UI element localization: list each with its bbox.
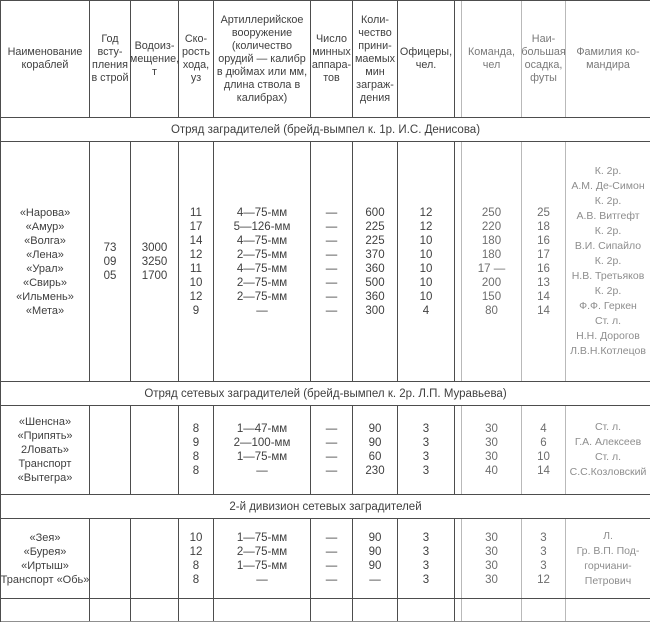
cell-displacement	[131, 406, 179, 494]
cell-line: 12	[419, 220, 433, 233]
cell-apparatus	[311, 142, 353, 381]
cell-draft	[522, 142, 566, 381]
cell-line: 16	[537, 234, 550, 247]
cell-line: 2—75-мм	[236, 276, 288, 289]
cell-line: Г.А. Алексеев	[574, 436, 642, 448]
header-cell-year	[90, 1, 131, 117]
header-label-line: уз	[190, 72, 202, 84]
empty-cell-speed	[179, 599, 214, 621]
header-cell-commander	[566, 1, 650, 117]
cell-line: 4	[540, 423, 547, 435]
empty-cell-commander	[566, 599, 650, 621]
cell-line: К. 2р.	[594, 195, 622, 207]
cell-line: 30	[485, 559, 498, 572]
cell-line: —	[256, 465, 268, 477]
cell-line: 370	[365, 248, 385, 261]
cell-line: «Припять»	[17, 430, 73, 442]
cell-line: 300	[365, 304, 385, 317]
cell-line: «Мета»	[25, 304, 65, 317]
cell-line: 3	[422, 451, 430, 463]
cell-line: 11	[190, 206, 202, 219]
section-block	[1, 406, 650, 495]
cell-line: —	[325, 304, 338, 317]
cell-line: К. 2р.	[594, 165, 622, 177]
header-cell-apparatus	[311, 1, 353, 117]
empty-cell-artillery	[214, 599, 311, 621]
cell-line: 9	[192, 437, 200, 449]
cell-line: 5—126-мм	[233, 220, 291, 233]
section-block	[1, 519, 650, 599]
cell-line: «Бурея»	[23, 545, 67, 558]
cell-displacement	[131, 142, 179, 381]
cell-line: 17	[189, 220, 203, 233]
cell-commander	[566, 406, 650, 494]
cell-line: 18	[537, 220, 550, 233]
cell-line: 6	[540, 437, 547, 449]
cell-line: —	[325, 290, 338, 303]
cell-line: 360	[365, 262, 385, 275]
cell-line: 8	[192, 465, 200, 477]
cell-line: 4	[422, 304, 430, 317]
cell-line: 30	[485, 451, 498, 463]
cell-year	[90, 519, 131, 598]
header-label-line: Артиллерийское	[220, 13, 304, 26]
cell-line: «Зея»	[29, 531, 61, 544]
cell-apparatus	[311, 519, 353, 598]
cell-line: 05	[103, 269, 117, 282]
header-cell-mines	[353, 1, 398, 117]
cell-line: 3	[422, 423, 430, 435]
cell-line: —	[256, 573, 268, 586]
cell-line: Ст. л.	[594, 315, 622, 327]
header-label-line: длина ствола в	[223, 78, 301, 91]
header-label-line: Коли-	[361, 13, 389, 26]
cell-line: 3	[540, 545, 547, 558]
cell-line: 90	[368, 423, 382, 435]
cell-artillery	[214, 142, 311, 381]
cell-line: 1—75-мм	[236, 451, 288, 463]
cell-line: 90	[368, 437, 382, 449]
header-label-line: футы	[530, 72, 557, 84]
cell-line: К. 2р.	[594, 285, 622, 297]
cell-line: —	[325, 423, 338, 435]
header-label-line: калибрах)	[236, 91, 288, 104]
cell-line: —	[325, 276, 338, 289]
cell-apparatus	[311, 406, 353, 494]
cell-line: 17 —	[477, 262, 506, 275]
cell-line: 14	[189, 234, 203, 247]
cell-line: А.М. Де-Симон	[571, 180, 645, 192]
header-label-line: чел.	[415, 59, 437, 71]
header-label-line: Ско-	[184, 33, 208, 45]
cell-line: 30	[485, 545, 498, 558]
cell-line: —	[325, 206, 338, 219]
header-label-line: т	[152, 65, 157, 78]
cell-commander	[566, 519, 650, 598]
cell-line: «Волга»	[24, 234, 66, 247]
cell-line: 80	[485, 304, 498, 317]
cell-line: 90	[368, 531, 382, 544]
cell-line: Л.В.Н.Котлецов	[570, 345, 646, 357]
header-label-line: мандира	[586, 59, 630, 71]
cell-line: 3	[422, 559, 430, 572]
cell-line: 360	[365, 290, 385, 303]
empty-cell-year	[90, 599, 131, 621]
cell-line: 1—75-мм	[236, 559, 288, 572]
cell-line: Ф.Ф. Геркен	[579, 300, 637, 312]
cell-crew	[461, 142, 522, 381]
cell-line: 40	[485, 465, 498, 477]
cell-line: 600	[365, 206, 385, 219]
cell-line: «Вытегра»	[17, 472, 73, 484]
cell-line: 10	[419, 234, 433, 247]
cell-line: 12	[419, 206, 433, 219]
header-cell-draft	[522, 1, 566, 117]
cell-line: 10	[189, 531, 203, 544]
cell-line: —	[325, 545, 338, 558]
cell-names	[1, 142, 90, 381]
header-label-line: аппара-	[311, 59, 352, 71]
cell-line: «Лена»	[26, 248, 64, 261]
cell-speed	[179, 406, 214, 494]
cell-names	[1, 406, 90, 494]
cell-crew	[461, 406, 522, 494]
header-label-line: осадка,	[524, 59, 563, 71]
header-cell-crew	[461, 1, 522, 117]
empty-cell-displacement	[131, 599, 179, 621]
header-label-line: маемых	[354, 52, 395, 65]
cell-line: 1—47-мм	[236, 423, 288, 435]
header-label-line: Число	[315, 33, 348, 45]
header-label-line: всту-	[97, 46, 123, 58]
cell-line: 2—75-мм	[236, 290, 288, 303]
cell-line: Л.	[603, 529, 613, 542]
table-header	[1, 1, 650, 118]
cell-artillery	[214, 406, 311, 494]
cell-line: Н.Н. Дорогов	[576, 330, 640, 342]
cell-line: 8	[192, 573, 200, 586]
cell-line: 3000	[141, 241, 168, 254]
cell-line: 220	[481, 220, 502, 233]
header-label-line: орудий — калибр	[218, 52, 306, 65]
cell-line: 30	[485, 437, 498, 449]
cell-line: Петрович	[584, 574, 632, 587]
cell-line: Гр. В.П. Под-	[576, 544, 640, 557]
cell-line: 3	[422, 465, 430, 477]
cell-year	[90, 142, 131, 381]
cell-line: 10	[419, 290, 433, 303]
cell-line: «Амур»	[25, 220, 65, 233]
cell-line: «Нарова»	[19, 206, 71, 219]
cell-line: 225	[365, 234, 385, 247]
header-label-line: Команда,	[468, 46, 515, 58]
cell-line: 3	[422, 437, 430, 449]
cell-line: 230	[365, 465, 385, 477]
header-label-line: Наи-	[531, 33, 556, 45]
cell-line: 9	[192, 304, 200, 317]
empty-cell-officers	[398, 599, 455, 621]
header-cell-speed	[179, 1, 214, 117]
cell-line: А.В. Витгефт	[576, 210, 640, 222]
cell-line: —	[369, 573, 381, 586]
cell-line: —	[325, 559, 338, 572]
empty-cell-names	[1, 599, 90, 621]
header-label-line: (количество	[231, 39, 293, 52]
cell-line: 8	[192, 451, 200, 463]
partial-empty-row	[1, 599, 650, 622]
cell-line: 200	[481, 276, 502, 289]
cell-line: Транспорт «Обь»	[0, 573, 90, 586]
cell-line: 225	[365, 220, 385, 233]
header-label-line: мещение,	[129, 52, 180, 65]
header-cell-officers	[398, 1, 455, 117]
header-label-line: кораблей	[21, 59, 69, 71]
cell-line: 4—75-мм	[236, 234, 288, 247]
header-label-line: Водоиз-	[134, 39, 175, 52]
cell-line: 3	[422, 531, 430, 544]
header-label-line: заграж-	[356, 78, 394, 91]
cell-line: 4—75-мм	[236, 262, 288, 275]
cell-line: 3250	[141, 255, 168, 268]
cell-line: «Ильмень»	[16, 290, 74, 303]
section-band: Отряд сетевых заградителей (брейд-вымпел к. 2р. Л.П. Муравьева)	[1, 382, 650, 406]
cell-line: горчиани-	[584, 559, 632, 572]
empty-cell-mines	[353, 599, 398, 621]
cell-line: 14	[537, 465, 550, 477]
cell-line: 10	[419, 276, 433, 289]
header-label-line: Фамилия ко-	[576, 46, 640, 58]
cell-line: 60	[368, 451, 382, 463]
header-cell-displacement	[131, 1, 179, 117]
cell-line: 12	[189, 545, 203, 558]
cell-line: Н.В. Третьяков	[571, 270, 645, 282]
cell-line: Транспорт	[18, 458, 72, 470]
cell-line: —	[256, 304, 268, 317]
cell-displacement	[131, 519, 179, 598]
header-label-line: прини-	[358, 39, 392, 52]
cell-year	[90, 406, 131, 494]
cell-line: 4—75-мм	[236, 206, 288, 219]
cell-line: 1—75-мм	[236, 531, 288, 544]
header-label-line: чество	[358, 26, 392, 39]
header-label-line: чел	[482, 59, 501, 71]
cell-line: —	[325, 234, 338, 247]
cell-line: 8	[192, 559, 200, 572]
cell-line: —	[325, 531, 338, 544]
header-label-line: Год	[101, 33, 119, 45]
section-band: 2-й дивизион сетевых заградителей	[1, 495, 650, 519]
cell-draft	[522, 519, 566, 598]
cell-mines	[353, 142, 398, 381]
cell-draft	[522, 406, 566, 494]
cell-officers	[398, 142, 455, 381]
cell-speed	[179, 142, 214, 381]
cell-mines	[353, 519, 398, 598]
cell-line: —	[325, 220, 338, 233]
cell-line: —	[325, 573, 338, 586]
cell-line: 25	[537, 206, 550, 219]
header-label-line: большая	[521, 46, 566, 58]
header-label-line: в дюймах или мм,	[216, 65, 308, 78]
cell-line: 3	[422, 573, 430, 586]
header-label-line: тов	[323, 72, 340, 84]
cell-line: Ст. л.	[594, 421, 622, 433]
cell-line: 3	[540, 559, 547, 572]
cell-names	[1, 519, 90, 598]
cell-officers	[398, 519, 455, 598]
section-block	[1, 142, 650, 382]
cell-line: 90	[368, 559, 382, 572]
cell-line: К. 2р.	[594, 255, 622, 267]
cell-line: 1700	[141, 269, 168, 282]
cell-line: 2—75-мм	[236, 248, 288, 261]
header-label-line: дения	[359, 91, 391, 104]
header-label-line: Офицеры,	[399, 46, 453, 58]
empty-cell-apparatus	[311, 599, 353, 621]
cell-line: 12	[537, 573, 550, 586]
cell-line: 30	[485, 531, 498, 544]
cell-line: 90	[368, 545, 382, 558]
cell-line: 17	[537, 248, 550, 261]
cell-line: 2Ловать»	[21, 444, 69, 456]
header-label-line: Наименование	[7, 46, 83, 58]
cell-line: 10	[419, 248, 433, 261]
cell-line: 11	[190, 262, 202, 275]
cell-crew	[461, 519, 522, 598]
cell-line: 3	[540, 531, 547, 544]
cell-line: 14	[537, 304, 550, 317]
cell-line: 30	[485, 573, 498, 586]
cell-line: 16	[537, 262, 550, 275]
cell-artillery	[214, 519, 311, 598]
header-label-line: вооружение	[231, 26, 293, 39]
cell-line: —	[325, 248, 338, 261]
cell-line: 500	[365, 276, 385, 289]
cell-line: 250	[481, 206, 502, 219]
cell-line: 180	[481, 248, 502, 261]
cell-line: 30	[485, 423, 498, 435]
cell-line: Ст. л.	[594, 451, 622, 463]
header-cell-names	[1, 1, 90, 117]
section-band: Отряд заградителей (брейд-вымпел к. 1р. И.С. Денисова)	[1, 118, 650, 142]
cell-line: «Урал»	[26, 262, 64, 275]
cell-line: —	[325, 262, 338, 275]
cell-line: «Шенсна»	[18, 416, 72, 428]
cell-line: «Иртыш»	[21, 559, 69, 572]
cell-line: —	[325, 437, 338, 449]
cell-line: 150	[481, 290, 502, 303]
cell-line: 12	[189, 290, 203, 303]
cell-line: 10	[419, 262, 433, 275]
cell-line: В.И. Сипайло	[574, 240, 642, 252]
cell-mines	[353, 406, 398, 494]
cell-line: 2—100-мм	[233, 437, 291, 449]
cell-line: 09	[103, 255, 117, 268]
cell-speed	[179, 519, 214, 598]
cell-line: 14	[537, 290, 550, 303]
header-cell-artillery	[214, 1, 311, 117]
empty-cell-crew	[461, 599, 522, 621]
header-label-line: пления	[92, 59, 128, 71]
cell-line: С.С.Козловский	[569, 466, 647, 478]
cell-line: 73	[103, 241, 117, 254]
cell-line: —	[325, 465, 338, 477]
header-label-line: мин	[365, 65, 385, 78]
cell-line: 2—75-мм	[236, 545, 288, 558]
header-label-line: в строй	[91, 72, 129, 84]
header-label-line: хода,	[182, 59, 210, 71]
cell-line: «Свирь»	[22, 276, 68, 289]
cell-line: 8	[192, 423, 200, 435]
empty-cell-draft	[522, 599, 566, 621]
cell-line: К. 2р.	[594, 225, 622, 237]
cell-line: 180	[481, 234, 502, 247]
cell-line: 3	[422, 545, 430, 558]
header-label-line: минных	[312, 46, 351, 58]
header-label-line: рость	[182, 46, 210, 58]
cell-line: 13	[537, 276, 550, 289]
cell-line: 12	[189, 248, 203, 261]
cell-line: 10	[189, 276, 203, 289]
cell-officers	[398, 406, 455, 494]
cell-line: —	[325, 451, 338, 463]
cell-commander	[566, 142, 650, 381]
cell-line: 10	[537, 451, 550, 463]
